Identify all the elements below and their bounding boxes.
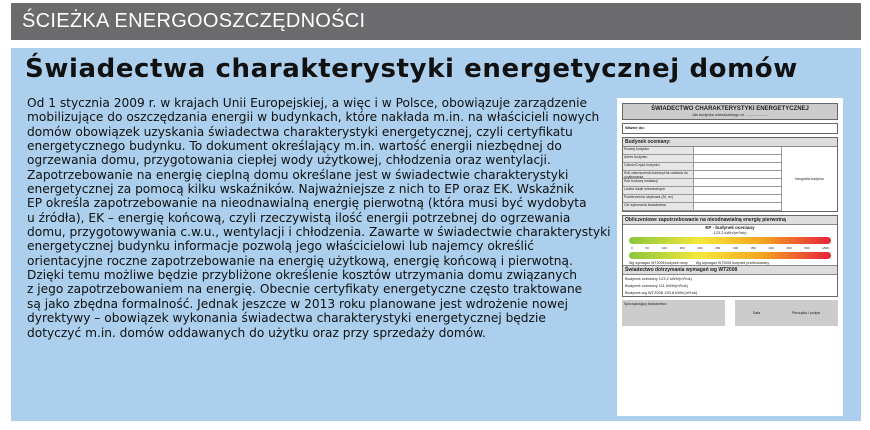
body-line: dotyczyć m.in. domów oddawanych do użytku oraz przy sprzedaży domów.	[27, 325, 486, 340]
compliance-label: Świadectwo dotrzymania wymagań wg WT2008	[623, 265, 837, 275]
certificate-subtitle: dla budynku mieszkalnego nr ....................	[692, 112, 768, 117]
certificate-row-label: Powierzchnia użytkowa (Af, m²)	[623, 195, 693, 203]
body-line: energetycznej za pomocą kilku wskaźników. Najważniejsze z nich to EP oraz EK. Wskaźnik	[27, 182, 575, 197]
certificate-title	[622, 103, 838, 120]
article-panel	[11, 48, 861, 421]
certificate-row-label: Rodzaj budynku	[623, 147, 693, 155]
scale-tick: 150	[679, 246, 685, 250]
prepared-by: Sporządzający świadectwo:	[622, 300, 725, 326]
date-label: Data	[752, 311, 761, 315]
scale-tick: 300	[733, 246, 739, 250]
scale-tick: 250	[715, 246, 721, 250]
body-line: domów obowiązek uzyskania świadectwa charakterystyki energetycznej, czyli certyfikatu	[27, 124, 573, 139]
ep-wt: Budynek wg WT2008 130,8 kWh/(m²rok)	[625, 290, 698, 295]
ep-section-label: Obliczeniowe zapotrzebowanie na nieodnawialną energię pierwotną	[623, 216, 837, 225]
body-line: dyrektywy – obowiązek wykonania świadectwa charakterystyki energetycznej będzie	[27, 311, 546, 326]
building-label: Budynek oceniany:	[623, 138, 837, 147]
ek-assessed: Budynek oceniany 111 kWh/(m²rok)	[625, 283, 688, 288]
wt-new: Wg wymagań WT2008 budynek nowy	[629, 261, 688, 265]
body-line: EP określa zapotrzebowanie na nieodnawialną energię pierwotną (która musi być wydobyta	[27, 196, 587, 211]
building-section	[622, 137, 838, 212]
body-line: u źródła), EK – energię końcową, czyli rzeczywistą ilość energii potrzebnej do ogrzewania	[27, 210, 571, 225]
certificate-row-value	[694, 203, 781, 211]
body-line: są jako zbędna formalność. Jednak jeszcze w 2013 roku planowane jest wdrożenie nowej	[27, 296, 568, 311]
certificate-row-label: Liczba lokali mieszkalnych	[623, 187, 693, 195]
certificate-row-label: Cel wykonania świadectwa	[623, 203, 693, 211]
certificate-row-value	[694, 147, 781, 155]
scale-tick: 350	[750, 246, 756, 250]
section-header: ŚCIEŻKA ENERGOOSZCZĘDNOŚCI	[11, 3, 861, 40]
ep-section	[622, 215, 838, 297]
scale-tick: 200	[697, 246, 703, 250]
certificate-row-value	[694, 163, 781, 171]
certificate-row-value	[694, 179, 781, 187]
stamp-label: Pieczątka i podpis	[791, 311, 821, 315]
body-line: Od 1 stycznia 2009 r. w krajach Unii Europejskiej, a więc i w Polsce, obowiązuje zarządzenie	[27, 96, 588, 110]
scale-tick: 100	[661, 246, 667, 250]
body-line: Dzięki temu możliwe będzie przybliżone określenie kosztów utrzymania domu związanych	[27, 268, 577, 283]
certificate-row-value	[694, 155, 781, 163]
certificate-image	[617, 98, 843, 416]
certificate-row-value	[694, 195, 781, 203]
ep-label: EP - budynek oceniany	[705, 225, 755, 230]
body-line: mobilizujące do oszczędzania energii w budynkach, które nakłada m.in. na właścicieli nowych	[27, 110, 600, 125]
certificate-title-text: ŚWIADECTWO CHARAKTERYSTYKI ENERGETYCZNEJ	[651, 106, 809, 112]
article-body	[27, 96, 617, 340]
scale-tick: 450	[786, 246, 792, 250]
certificate-row-value	[694, 187, 781, 195]
body-line: z jego zapotrzebowaniem na energię. Obecnie certyfikaty energetyczne często traktowane	[27, 282, 583, 297]
energy-scale-bar-lower	[629, 252, 831, 259]
wt-rebuilt: Wg wymagań WT2008 budynek przebudowany	[695, 261, 770, 265]
energy-scale-bar	[629, 237, 831, 244]
certificate-row-label: Adres budynku	[623, 155, 693, 163]
body-line: Zapotrzebowanie na energię cieplną domu określane jest w świadectwie charakterystyki	[27, 167, 569, 182]
ep-assessed: Budynek oceniany 123,2 kWh/(m²rok)	[625, 276, 692, 281]
body-line: energetycznego budynku. To dokument określający m.in. wartość energii niezbędnej do	[27, 139, 562, 154]
body-line: energetycznej budynku informacje pozwolą jego właścicielowi lub najemcy określić	[27, 239, 534, 254]
certificate-row-label: Rok budowy instalacji	[623, 179, 693, 187]
valid-until: Ważne do:	[622, 123, 838, 134]
body-line: domu, przygotowywania c.w.u., wentylacji i chłodzenia. Zawarte w świadectwie charakterystyki	[27, 225, 611, 240]
scale-tick: 500	[804, 246, 810, 250]
scale-tick: 50	[645, 246, 649, 250]
scale-tick: ≥500	[822, 246, 829, 250]
article-title: Świadectwa charakterystyki energetycznej domów	[25, 54, 798, 84]
scale-tick: 0	[631, 246, 633, 250]
signature-section	[622, 300, 838, 326]
ep-value: 123.2 kWh/(m²rok)	[713, 230, 747, 235]
certificate-row-label: Całość/Część budynku	[623, 163, 693, 171]
photo-placeholder: fotografia budynku	[781, 147, 837, 211]
body-line: ogrzewania domu, przygotowania ciepłej wody użytkowej, chłodzenia oraz wentylacji.	[27, 153, 551, 168]
scale-tick: 400	[768, 246, 774, 250]
certificate-row-label: Rok zakończenia budowy/rok oddania do użytkowania	[623, 171, 693, 179]
body-line: orientacyjne roczne zapotrzebowanie na energię użytkową, energię końcową i pierwotną.	[27, 253, 573, 268]
certificate-row-value	[694, 171, 781, 179]
